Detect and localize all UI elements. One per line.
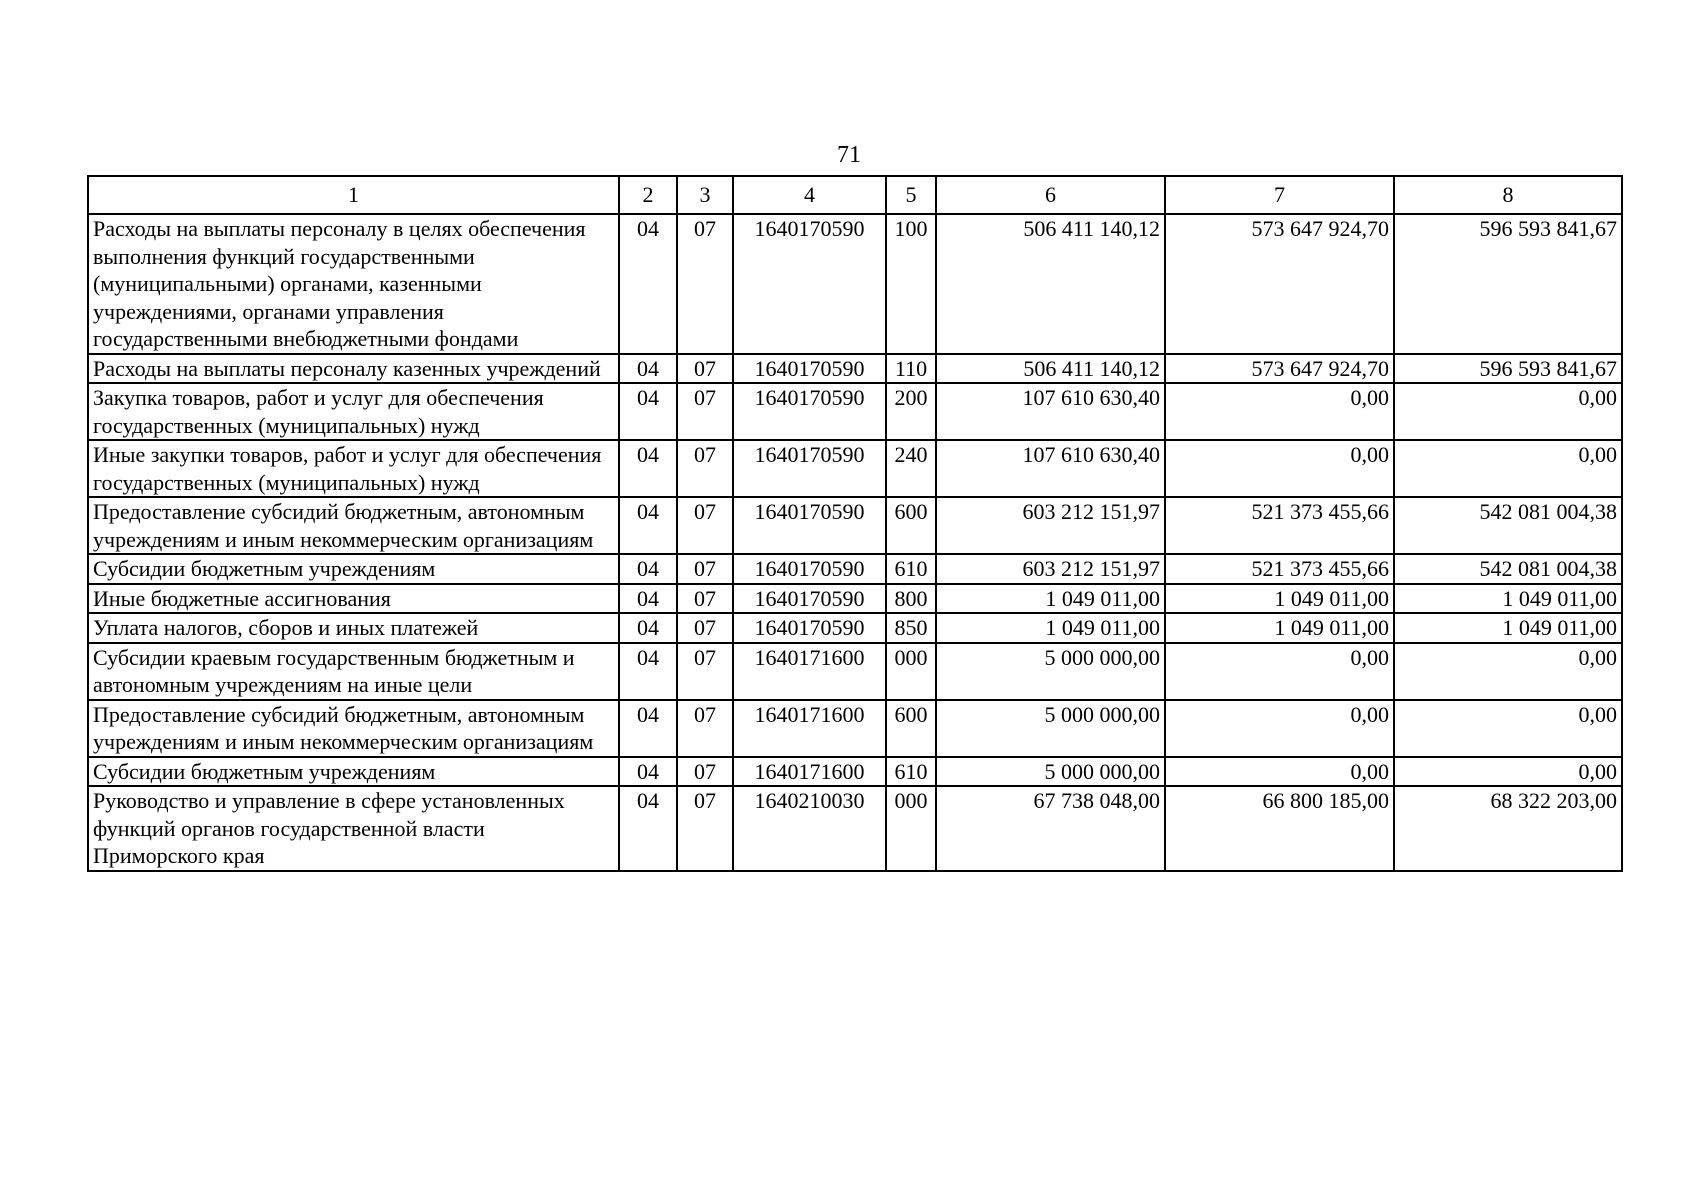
row-expense-type-code: 240 <box>886 440 936 497</box>
row-description: Субсидии бюджетным учреждениям <box>88 554 619 584</box>
table-body <box>88 214 1622 871</box>
row-amount-col7: 521 373 455,66 <box>1165 554 1394 584</box>
row-amount-col7: 66 800 185,00 <box>1165 786 1394 871</box>
row-subsection-code: 07 <box>677 554 733 584</box>
row-amount-col6: 1 049 011,00 <box>936 613 1165 643</box>
row-target-article-code: 1640170590 <box>733 497 886 554</box>
table-header <box>88 176 1622 214</box>
row-section-code: 04 <box>619 440 677 497</box>
row-amount-col8: 596 593 841,67 <box>1394 214 1622 354</box>
row-description: Расходы на выплаты персоналу в целях обеспечения выполнения функций государственными (муниципальными) органами, казенными учреждениями, органами управления государственными внебюджетными фондами <box>88 214 619 354</box>
row-amount-col6: 5 000 000,00 <box>936 757 1165 787</box>
row-expense-type-code: 800 <box>886 584 936 614</box>
row-section-code: 04 <box>619 497 677 554</box>
row-subsection-code: 07 <box>677 757 733 787</box>
row-subsection-code: 07 <box>677 214 733 354</box>
row-section-code: 04 <box>619 757 677 787</box>
row-subsection-code: 07 <box>677 786 733 871</box>
row-expense-type-code: 610 <box>886 757 936 787</box>
row-section-code: 04 <box>619 700 677 757</box>
row-amount-col8: 0,00 <box>1394 383 1622 440</box>
row-description: Иные закупки товаров, работ и услуг для обеспечения государственных (муниципальных) нужд <box>88 440 619 497</box>
header-cell: 1 <box>88 176 619 214</box>
budget-table <box>87 175 1623 872</box>
row-section-code: 04 <box>619 584 677 614</box>
header-cell: 6 <box>936 176 1165 214</box>
row-section-code: 04 <box>619 214 677 354</box>
row-amount-col7: 573 647 924,70 <box>1165 214 1394 354</box>
row-amount-col8: 0,00 <box>1394 757 1622 787</box>
table-row <box>88 497 1622 554</box>
table-row <box>88 354 1622 384</box>
row-target-article-code: 1640171600 <box>733 700 886 757</box>
row-target-article-code: 1640170590 <box>733 584 886 614</box>
row-amount-col8: 596 593 841,67 <box>1394 354 1622 384</box>
row-target-article-code: 1640170590 <box>733 440 886 497</box>
row-amount-col8: 0,00 <box>1394 440 1622 497</box>
row-section-code: 04 <box>619 786 677 871</box>
table-row <box>88 786 1622 871</box>
row-amount-col8: 1 049 011,00 <box>1394 584 1622 614</box>
row-amount-col6: 603 212 151,97 <box>936 497 1165 554</box>
row-amount-col7: 1 049 011,00 <box>1165 613 1394 643</box>
page-number: 71 <box>837 142 861 168</box>
table-row <box>88 613 1622 643</box>
row-expense-type-code: 200 <box>886 383 936 440</box>
row-target-article-code: 1640210030 <box>733 786 886 871</box>
row-subsection-code: 07 <box>677 613 733 643</box>
row-expense-type-code: 600 <box>886 700 936 757</box>
row-target-article-code: 1640171600 <box>733 757 886 787</box>
row-description: Уплата налогов, сборов и иных платежей <box>88 613 619 643</box>
row-amount-col6: 5 000 000,00 <box>936 700 1165 757</box>
row-target-article-code: 1640170590 <box>733 354 886 384</box>
row-amount-col7: 0,00 <box>1165 700 1394 757</box>
header-cell: 8 <box>1394 176 1622 214</box>
row-expense-type-code: 000 <box>886 786 936 871</box>
header-cell: 5 <box>886 176 936 214</box>
table-row <box>88 440 1622 497</box>
row-subsection-code: 07 <box>677 497 733 554</box>
table-row <box>88 757 1622 787</box>
row-subsection-code: 07 <box>677 440 733 497</box>
row-amount-col7: 0,00 <box>1165 757 1394 787</box>
row-amount-col8: 1 049 011,00 <box>1394 613 1622 643</box>
row-description: Предоставление субсидий бюджетным, автономным учреждениям и иным некоммерческим организациям <box>88 497 619 554</box>
row-amount-col8: 0,00 <box>1394 643 1622 700</box>
row-amount-col7: 0,00 <box>1165 643 1394 700</box>
header-cell: 7 <box>1165 176 1394 214</box>
row-amount-col8: 68 322 203,00 <box>1394 786 1622 871</box>
header-cell: 4 <box>733 176 886 214</box>
row-expense-type-code: 100 <box>886 214 936 354</box>
table-row <box>88 554 1622 584</box>
row-amount-col6: 67 738 048,00 <box>936 786 1165 871</box>
row-amount-col6: 5 000 000,00 <box>936 643 1165 700</box>
table-row <box>88 584 1622 614</box>
row-section-code: 04 <box>619 383 677 440</box>
table-row <box>88 214 1622 354</box>
row-description: Руководство и управление в сфере установленных функций органов государственной власти Приморского края <box>88 786 619 871</box>
row-section-code: 04 <box>619 643 677 700</box>
row-target-article-code: 1640170590 <box>733 613 886 643</box>
row-subsection-code: 07 <box>677 383 733 440</box>
row-amount-col6: 107 610 630,40 <box>936 440 1165 497</box>
row-target-article-code: 1640170590 <box>733 214 886 354</box>
row-amount-col7: 521 373 455,66 <box>1165 497 1394 554</box>
row-amount-col6: 107 610 630,40 <box>936 383 1165 440</box>
row-subsection-code: 07 <box>677 700 733 757</box>
header-row <box>88 176 1622 214</box>
row-expense-type-code: 110 <box>886 354 936 384</box>
row-target-article-code: 1640170590 <box>733 383 886 440</box>
row-description: Закупка товаров, работ и услуг для обеспечения государственных (муниципальных) нужд <box>88 383 619 440</box>
row-amount-col7: 573 647 924,70 <box>1165 354 1394 384</box>
row-amount-col7: 1 049 011,00 <box>1165 584 1394 614</box>
row-expense-type-code: 600 <box>886 497 936 554</box>
row-section-code: 04 <box>619 554 677 584</box>
row-subsection-code: 07 <box>677 354 733 384</box>
row-amount-col7: 0,00 <box>1165 383 1394 440</box>
row-subsection-code: 07 <box>677 584 733 614</box>
row-amount-col6: 1 049 011,00 <box>936 584 1165 614</box>
row-description: Субсидии бюджетным учреждениям <box>88 757 619 787</box>
row-description: Иные бюджетные ассигнования <box>88 584 619 614</box>
row-subsection-code: 07 <box>677 643 733 700</box>
row-description: Расходы на выплаты персоналу казенных учреждений <box>88 354 619 384</box>
row-amount-col6: 506 411 140,12 <box>936 354 1165 384</box>
row-expense-type-code: 610 <box>886 554 936 584</box>
row-amount-col8: 542 081 004,38 <box>1394 497 1622 554</box>
row-description: Предоставление субсидий бюджетным, автономным учреждениям и иным некоммерческим организациям <box>88 700 619 757</box>
table-row <box>88 643 1622 700</box>
row-target-article-code: 1640171600 <box>733 643 886 700</box>
row-section-code: 04 <box>619 354 677 384</box>
row-amount-col7: 0,00 <box>1165 440 1394 497</box>
row-section-code: 04 <box>619 613 677 643</box>
row-amount-col8: 0,00 <box>1394 700 1622 757</box>
row-target-article-code: 1640170590 <box>733 554 886 584</box>
row-expense-type-code: 000 <box>886 643 936 700</box>
row-description: Субсидии краевым государственным бюджетным и автономным учреждениям на иные цели <box>88 643 619 700</box>
row-amount-col6: 603 212 151,97 <box>936 554 1165 584</box>
row-amount-col8: 542 081 004,38 <box>1394 554 1622 584</box>
row-amount-col6: 506 411 140,12 <box>936 214 1165 354</box>
table-row <box>88 383 1622 440</box>
header-cell: 3 <box>677 176 733 214</box>
header-cell: 2 <box>619 176 677 214</box>
table-row <box>88 700 1622 757</box>
row-expense-type-code: 850 <box>886 613 936 643</box>
